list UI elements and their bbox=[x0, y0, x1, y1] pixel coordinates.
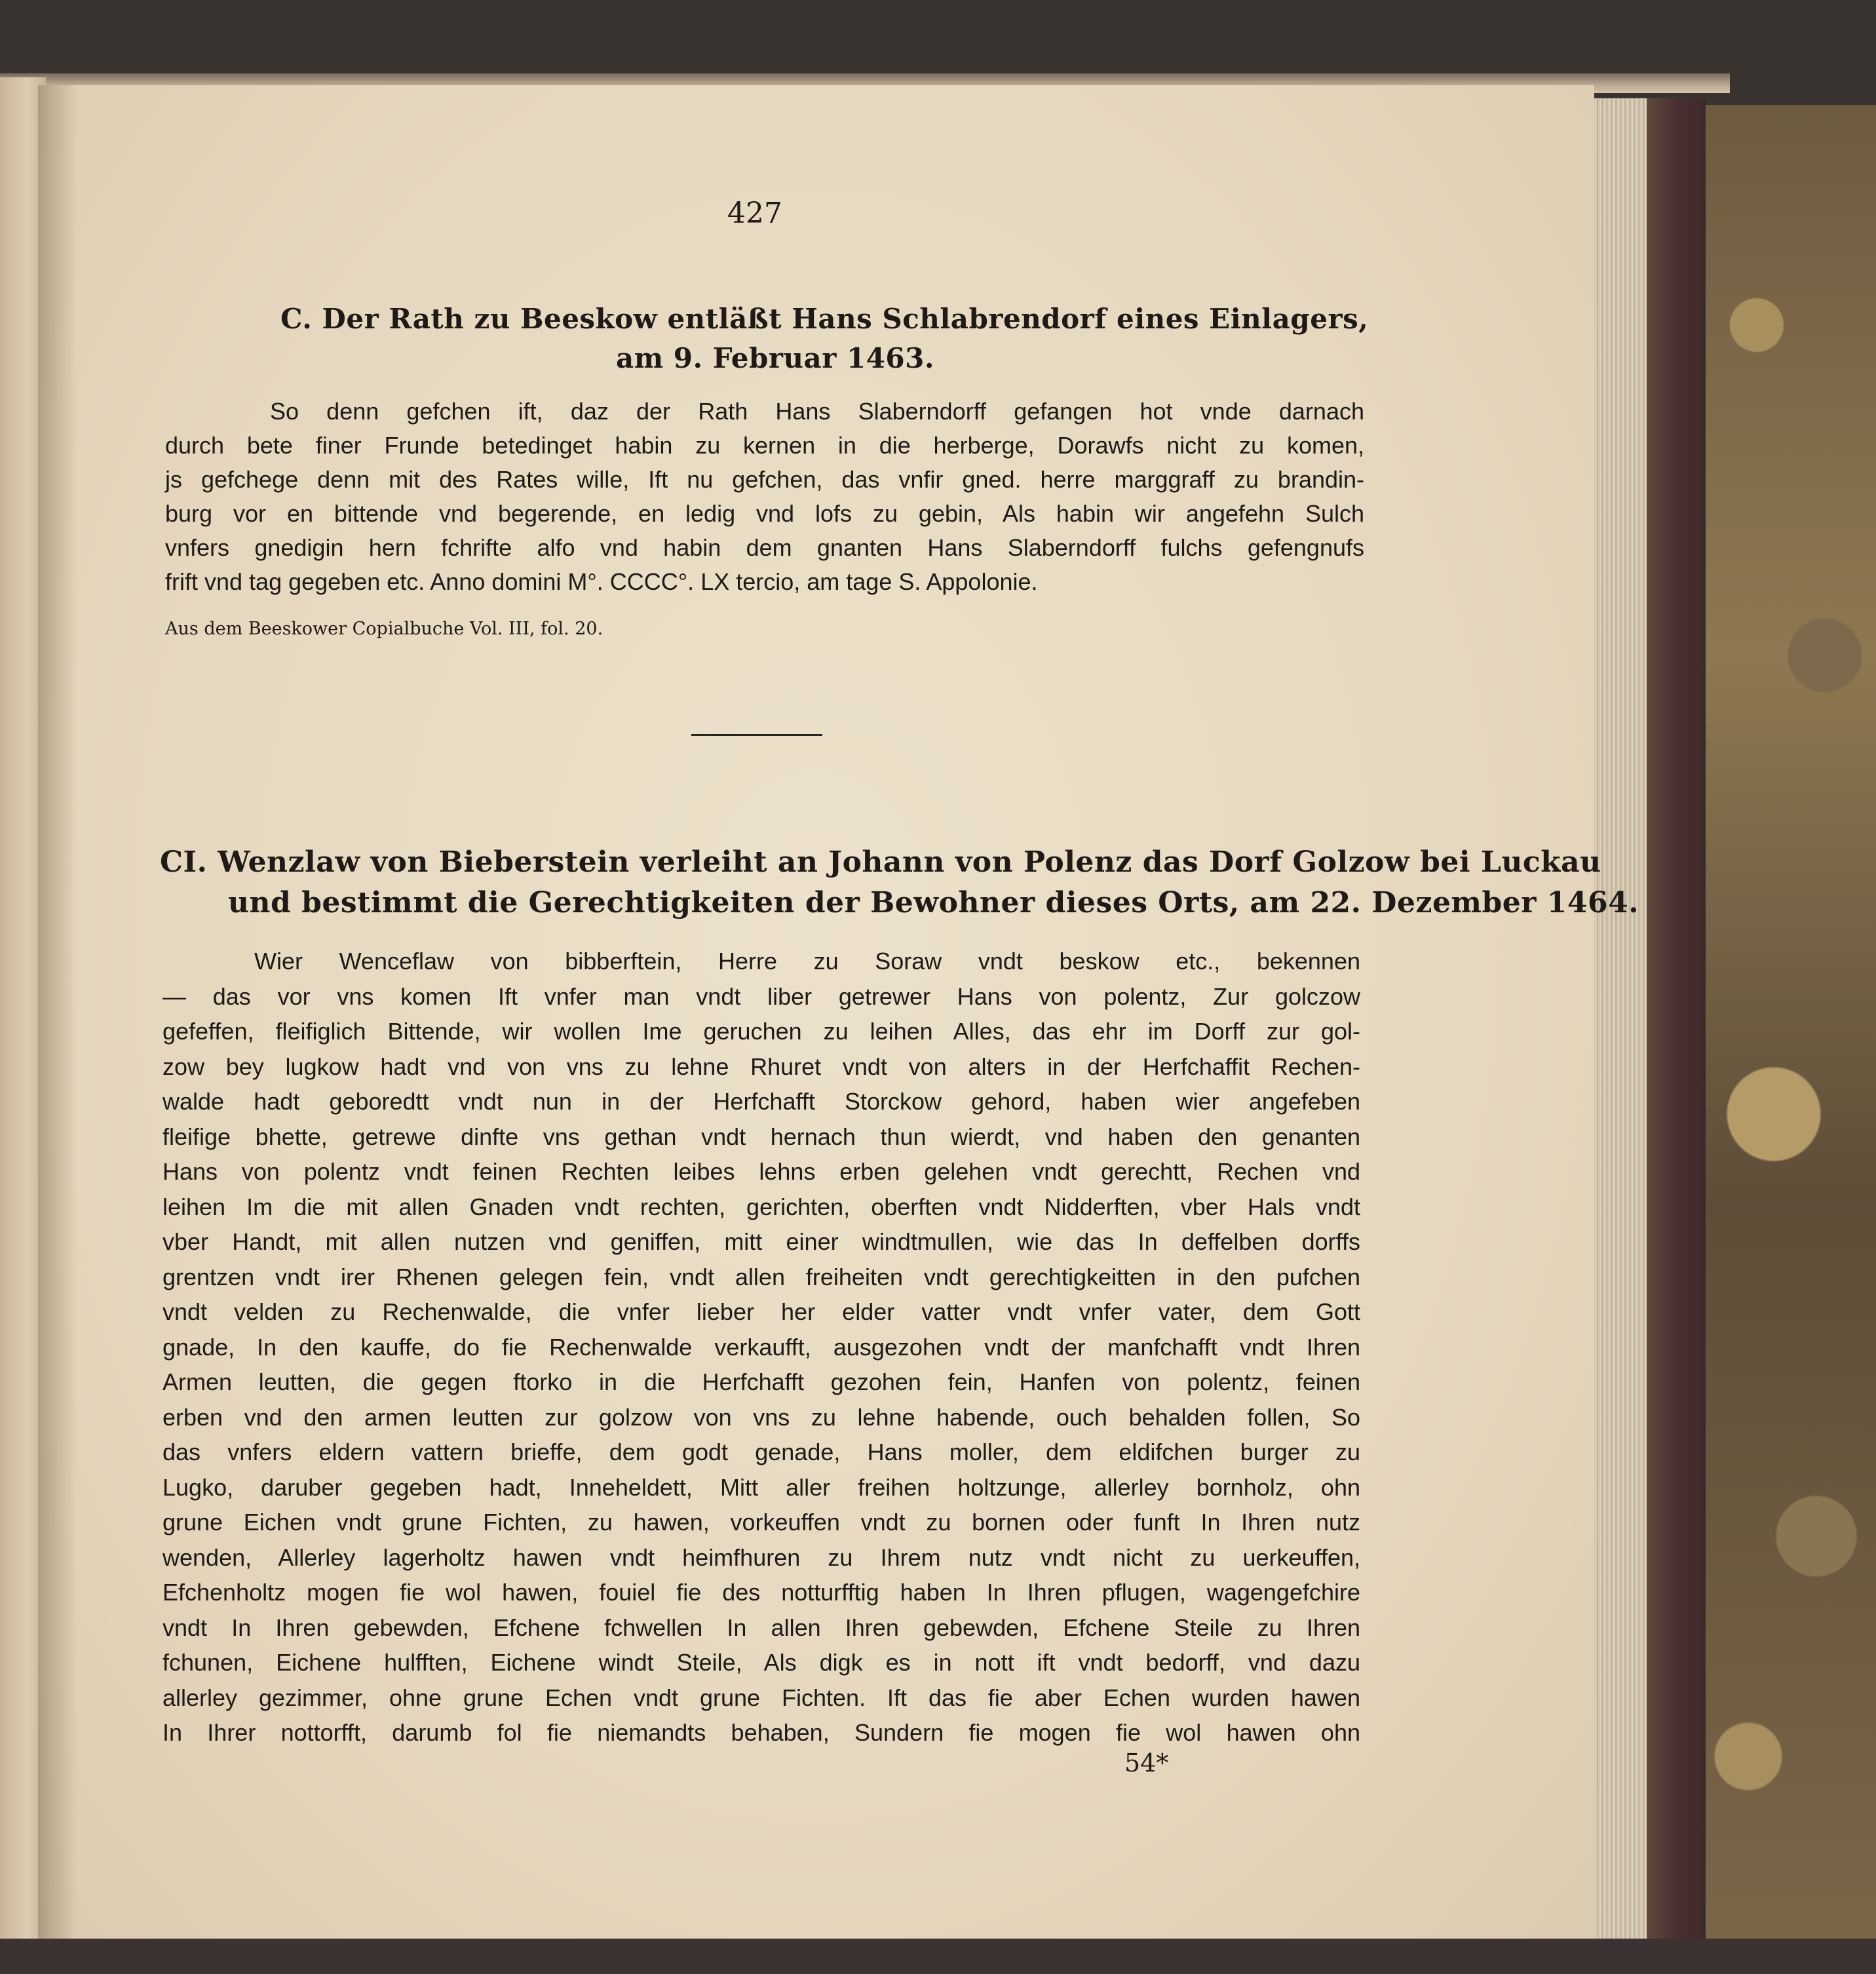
text-line: So denn gefchen ift, daz der Rath Hans Slaberndorff gefangen hot vnde darnach bbox=[270, 398, 1364, 425]
text-line: frift vnd tag gegeben etc. Anno domini M°. CCCC°. LX tercio, am tage S. Appolonie. bbox=[165, 568, 1038, 595]
text-line: allerley gezimmer, ohne grune Echen vndt grune Fichten. Ift das fie aber Echen wurden hawen bbox=[163, 1684, 1360, 1711]
text-line: gefeffen, fleifiglich Bittende, wir wollen Ime geruchen zu leihen Alles, das ehr im Dorff zur gol- bbox=[163, 1018, 1360, 1045]
text-line: vnfers gnedigin hern fchrifte alfo vnd habin dem gnanten Hans Slaberndorff fulchs gefengnufs bbox=[165, 534, 1364, 561]
text-line: burg vor en bittende vnd begerende, en ledig vnd lofs zu gebin, Als habin wir angefehn Sulch bbox=[165, 500, 1364, 527]
text-line: Wier Wenceflaw von bibberftein, Herre zu Soraw vndt beskow etc., bekennen bbox=[254, 948, 1360, 975]
signature-mark: 54* bbox=[1124, 1749, 1169, 1777]
text-line: durch bete finer Frunde betedinget habin zu kernen in die herberge, Dorawfs nicht zu komen, bbox=[165, 432, 1364, 459]
text-line: zow bey lugkow hadt vnd von vns zu lehne Rhuret vndt von alters in der Herfchaffit Rechen- bbox=[163, 1053, 1360, 1080]
text-line: js gefchege denn mit des Rates wille, Ift nu gefchen, das vnfir gned. herre marggraff zu brandin- bbox=[165, 466, 1364, 493]
text-line: grentzen vndt irer Rhenen gelegen fein, vndt allen freiheiten vndt gerechtigkeitten in den pufchen bbox=[163, 1263, 1360, 1290]
text-line: vndt In Ihren gebewden, Efchene fchwellen In allen Ihren gebewden, Efchene Steile zu Ihren bbox=[163, 1614, 1360, 1641]
text-line: grune Eichen vndt grune Fichten, zu hawen, vorkeuffen vndt zu bornen oder funft In Ihren nutz bbox=[163, 1509, 1360, 1536]
section-divider bbox=[691, 734, 822, 736]
section-ci-heading-line1: CI. Wenzlaw von Bieberstein verleiht an Johann von Polenz das Dorf Golzow bei Luckau bbox=[160, 845, 1601, 879]
section-c-heading-line2: am 9. Februar 1463. bbox=[616, 342, 934, 374]
section-ci-body bbox=[163, 944, 1360, 1751]
text-line: vber Handt, mit allen nutzen vnd geniffen, mitt einer windtmullen, wie das In deffelben dorffs bbox=[163, 1228, 1360, 1255]
section-ci-heading-line2: und bestimmt die Gerechtigkeiten der Bewohner dieses Orts, am 22. Dezember 1464. bbox=[228, 886, 1639, 919]
section-c-heading-line1: C. Der Rath zu Beeskow entläßt Hans Schlabrendorf eines Einlagers, bbox=[280, 303, 1369, 335]
text-line: fleifige bhette, getrewe dinfte vns gethan vndt hernach thun wierdt, vnd haben den genanten bbox=[163, 1123, 1360, 1150]
text-line: das vnfers eldern vattern brieffe, dem godt genade, Hans moller, dem eldifchen burger zu bbox=[163, 1439, 1360, 1465]
text-line: Armen leutten, die gegen ftorko in die Herfchafft gezohen fein, Hanfen von polentz, feinen bbox=[163, 1368, 1360, 1395]
text-line: gnade, In den kauffe, do fie Rechenwalde verkaufft, ausgezohen vndt der manfchafft vndt Ihren bbox=[163, 1333, 1360, 1361]
text-line: fchunen, Eichene hulfften, Eichene windt Steile, Als digk es in nott ift vndt bedorff, vnd dazu bbox=[163, 1649, 1360, 1676]
section-c-body bbox=[165, 395, 1364, 599]
text-line: — das vor vns komen Ift vnfer man vndt liber getrewer Hans von polentz, Zur golczow bbox=[163, 982, 1360, 1010]
section-c-source-note: Aus dem Beeskower Copialbuche Vol. III, fol. 20. bbox=[165, 619, 603, 639]
text-line: In Ihrer nottorfft, darumb fol fie niemandts behaben, Sundern fie mogen fie wol hawen ohn bbox=[163, 1719, 1360, 1746]
text-line: erben vnd den armen leutten zur golzow von vns zu lehne habende, ouch behalden follen, So bbox=[163, 1403, 1360, 1431]
text-line: Hans von polentz vndt feinen Rechten leibes lehns erben gelehen vndt gerechtt, Rechen vnd bbox=[163, 1158, 1360, 1185]
text-line: wenden, Allerley lagerholtz hawen vndt heimfhuren zu Ihrem nutz vndt nicht zu uerkeuffen, bbox=[163, 1543, 1360, 1571]
text-line: Efchenholtz mogen fie wol hawen, fouiel fie des notturfftig haben In Ihren pflugen, wagengefchire bbox=[163, 1579, 1360, 1606]
text-line: leihen Im die mit allen Gnaden vndt rechten, gerichten, oberften vndt Nidderften, vber Hals vndt bbox=[163, 1193, 1360, 1220]
text-line: Lugko, daruber gegeben hadt, Inneheldett, Mitt aller freihen holtzunge, allerley bornholz, ohn bbox=[163, 1473, 1360, 1501]
page-number: 427 bbox=[727, 197, 782, 230]
text-line: vndt velden zu Rechenwalde, die vnfer lieber her elder vatter vndt vnfer vater, dem Gott bbox=[163, 1298, 1360, 1325]
text-line: walde hadt geboredtt vndt nun in der Herfchafft Storckow gehord, haben wier angefeben bbox=[163, 1088, 1360, 1115]
